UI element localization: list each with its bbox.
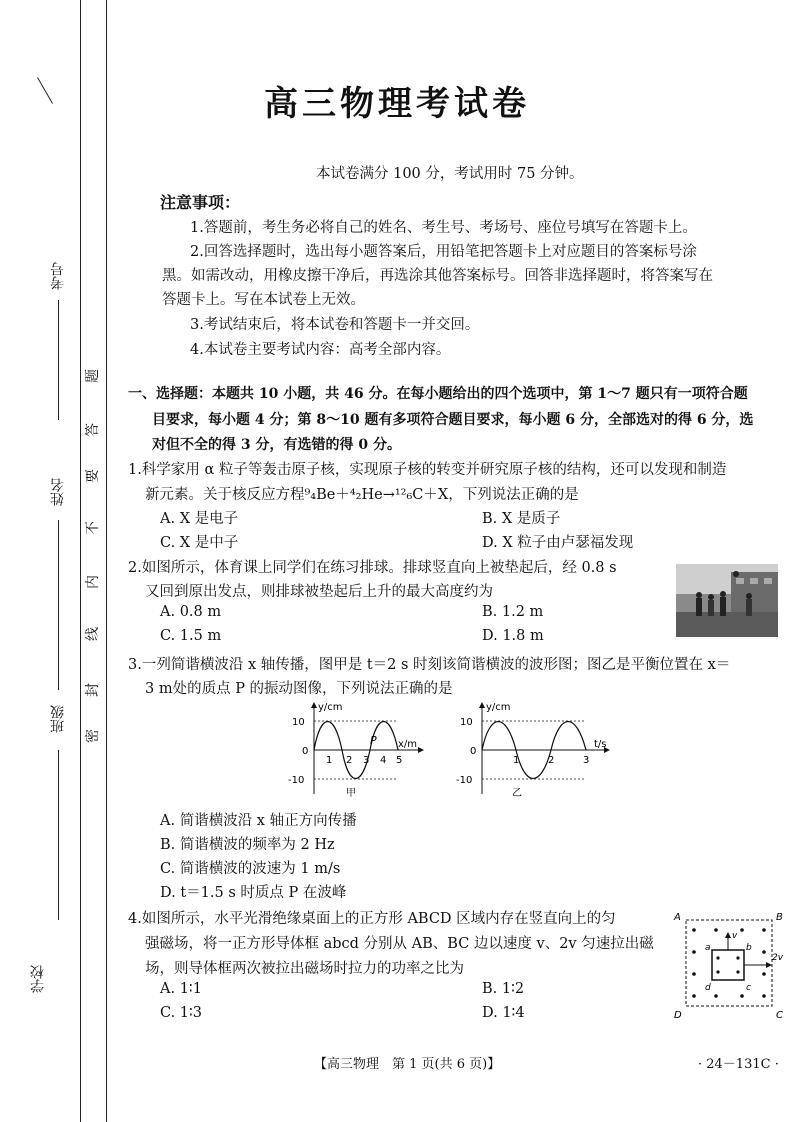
question-4-text: 强磁场，将一正方形导体框 abcd 分别从 AB、BC 边以速度 v、2v 匀速拉出磁 — [145, 936, 654, 952]
wave-graph-a — [286, 700, 426, 798]
page-footer: 【高三物理 第 1 页(共 6 页)】 — [314, 1057, 501, 1072]
q3-option-b: B. 简谐横波的频率为 2 Hz — [160, 837, 335, 853]
graph-a-point-p: P — [370, 734, 377, 747]
graph-b-x-label: t/s — [594, 739, 607, 750]
q2-option-b: B. 1.2 m — [482, 604, 544, 620]
question-3-text: 3.一列简谐横波沿 x 轴传播，图甲是 t＝2 s 时刻该简谐横波的波形图；图乙是平衡位置在 x＝ — [128, 657, 731, 673]
label-xuexiao: 学校 — [30, 965, 46, 993]
magnetic-field-figure — [672, 908, 790, 1034]
label-banji: 班级 — [50, 705, 66, 733]
graph-a-y-tick: 0 — [302, 746, 309, 757]
graph-a-x-tick: 5 — [396, 755, 403, 766]
graph-b-caption: 乙 — [512, 788, 522, 798]
section-heading: 目要求，每小题 4 分；第 8～10 题有多项符合题目要求，每小题 6 分，全部选对的得 6 分，选 — [152, 412, 754, 428]
page-title: 高三物理考试卷 — [264, 84, 530, 124]
graph-b-y-tick: 10 — [460, 717, 473, 728]
margin-line-outer — [80, 0, 81, 1122]
graph-a-x-tick: 1 — [326, 755, 333, 766]
graph-b-y-label: y/cm — [486, 702, 511, 713]
margin-line-inner — [106, 0, 107, 1122]
inner-b: b — [746, 943, 752, 953]
question-4-text: 4.如图所示，水平光滑绝缘桌面上的正方形 ABCD 区域内存在竖直向上的匀 — [128, 911, 616, 927]
graph-b-x-tick: 1 — [513, 755, 520, 766]
seal-char: 封 — [85, 683, 101, 697]
q1-option-a: A. X 是电子 — [160, 511, 239, 527]
corner-c: C — [776, 1010, 783, 1021]
q1-option-d: D. X 粒子由卢瑟福发现 — [482, 535, 634, 551]
graph-a-x-label: x/m — [398, 739, 418, 750]
graph-a-x-tick: 2 — [346, 755, 353, 766]
question-1-text: 1.科学家用 α 粒子等轰击原子核，实现原子核的转变并研究原子核的结构，还可以发现和制造 — [128, 462, 727, 478]
velocity-2v: 2v — [772, 953, 784, 963]
notice-item: 黑。如需改动，用橡皮擦干净后，再选涂其他答案标号。回答非选择题时，将答案写在 — [162, 268, 713, 284]
q4-option-b: B. 1∶2 — [482, 981, 525, 997]
q1-option-b: B. X 是质子 — [482, 511, 561, 527]
graph-b-x-tick: 2 — [548, 755, 555, 766]
notice-item: 答题卡上。写在本试卷上无效。 — [162, 292, 365, 308]
notice-heading: 注意事项： — [160, 193, 241, 212]
graph-b-x-tick: 3 — [583, 755, 590, 766]
wave-graph-b — [454, 700, 614, 798]
label-xingming: 姓名 — [50, 478, 66, 506]
graph-a-x-tick: 4 — [380, 755, 387, 766]
q4-option-a: A. 1∶1 — [160, 981, 202, 997]
seal-char: 要 — [85, 469, 101, 483]
q3-option-d: D. t＝1.5 s 时质点 P 在波峰 — [160, 885, 347, 901]
inner-a: a — [705, 943, 711, 953]
graph-a-x-tick: 3 — [363, 755, 370, 766]
corner-d: D — [674, 1010, 682, 1021]
question-1-text: 新元素。关于核反应方程⁹₄Be＋⁴₂He→¹²₆C＋X，下列说法正确的是 — [145, 487, 579, 503]
corner-b: B — [776, 912, 783, 923]
q3-option-c: C. 简谐横波的波速为 1 m/s — [160, 861, 341, 877]
corner-a: A — [674, 912, 681, 923]
notice-item: 3.考试结束后，将本试卷和答题卡一并交回。 — [190, 317, 480, 333]
page-code: · 24－131C · — [698, 1057, 779, 1072]
graph-a-caption: 甲 — [346, 788, 356, 798]
q2-option-c: C. 1.5 m — [160, 628, 222, 644]
blank-kaohao — [58, 300, 59, 420]
seal-char: 不 — [85, 521, 101, 535]
q2-option-d: D. 1.8 m — [482, 628, 544, 644]
section-heading: 对但不全的得 3 分，有选错的得 0 分。 — [152, 437, 401, 453]
inner-c: c — [746, 983, 751, 993]
graph-a-y-label: y/cm — [318, 702, 343, 713]
inner-d: d — [705, 983, 711, 993]
question-2-text: 2.如图所示，体育课上同学们在练习排球。排球竖直向上被垫起后，经 0.8 s — [128, 560, 617, 576]
q4-option-c: C. 1∶3 — [160, 1005, 203, 1021]
graph-b-y-tick: 0 — [470, 746, 477, 757]
seal-char: 答 — [85, 423, 101, 437]
volleyball-photo — [676, 564, 778, 637]
q1-option-c: C. X 是中子 — [160, 535, 239, 551]
label-kaohao: 考号 — [50, 262, 66, 290]
graph-a-y-tick: -10 — [288, 775, 305, 786]
q2-option-a: A. 0.8 m — [160, 604, 222, 620]
section-heading: 一、选择题：本题共 10 小题，共 46 分。在每小题给出的四个选项中，第 1～7 题只有一项符合题 — [128, 386, 748, 402]
notice-item: 4.本试卷主要考试内容：高考全部内容。 — [190, 342, 451, 358]
blank-xingming — [58, 520, 59, 690]
q3-option-a: A. 简谐横波沿 x 轴正方向传播 — [160, 813, 357, 829]
blank-banji — [58, 750, 59, 920]
exam-intro: 本试卷满分 100 分，考试用时 75 分钟。 — [316, 166, 584, 182]
question-2-text: 又回到原出发点，则排球被垫起后上升的最大高度约为 — [145, 584, 493, 600]
graph-a-y-tick: 10 — [292, 717, 305, 728]
seal-char: 题 — [85, 369, 101, 383]
seal-char: 线 — [85, 627, 101, 641]
seal-char: 内 — [85, 575, 101, 589]
graph-b-y-tick: -10 — [456, 775, 473, 786]
seal-char: 密 — [85, 729, 101, 743]
q4-option-d: D. 1∶4 — [482, 1005, 525, 1021]
notice-item: 2.回答选择题时，选出每小题答案后，用铅笔把答题卡上对应题目的答案标号涂 — [190, 244, 697, 260]
question-3-text: 3 m处的质点 P 的振动图像，下列说法正确的是 — [145, 681, 453, 697]
notice-item: 1.答题前，考生务必将自己的姓名、考生号、考场号、座位号填写在答题卡上。 — [190, 220, 697, 236]
velocity-v: v — [732, 931, 738, 941]
question-4-text: 场，则导体框两次被拉出磁场时拉力的功率之比为 — [145, 961, 464, 977]
